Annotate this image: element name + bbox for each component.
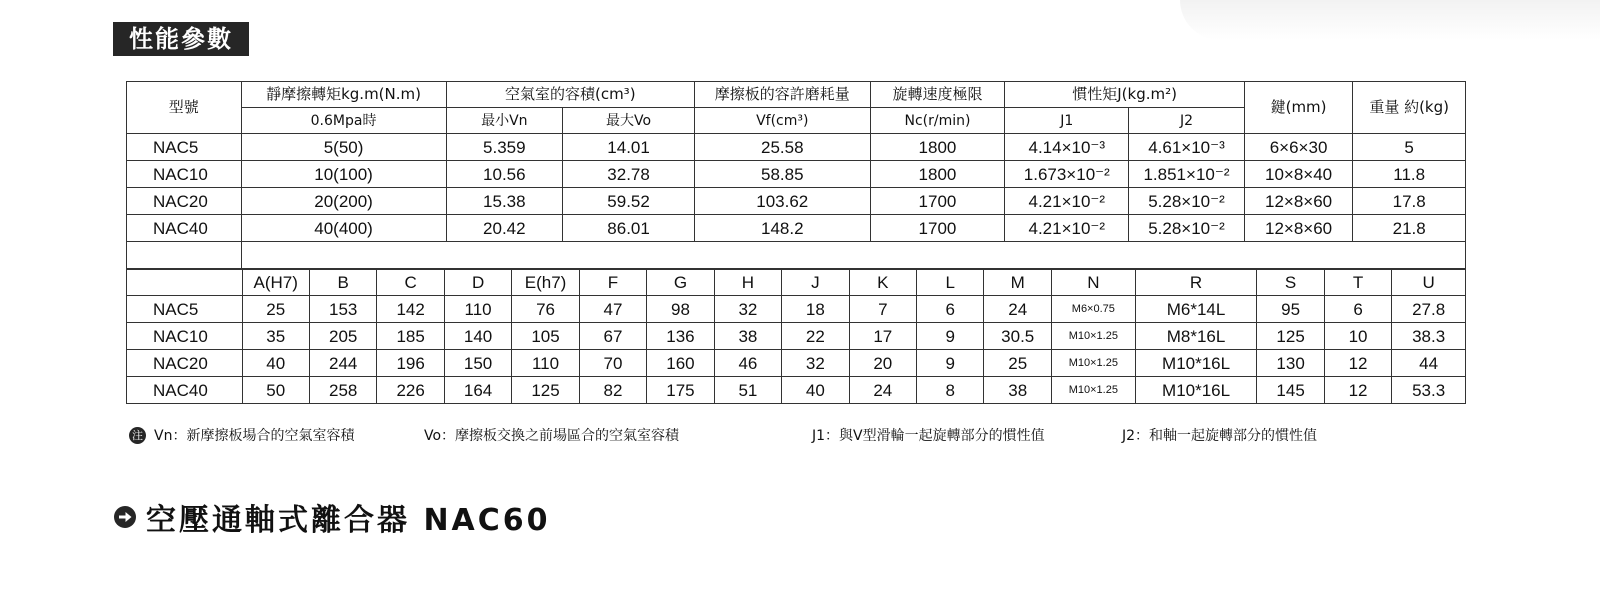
dimension-value-cell: 9 [917,323,984,350]
key-cell: 12×8×60 [1244,215,1353,242]
dimension-value-cell: 258 [309,377,376,404]
dimension-value-cell: 9 [917,350,984,377]
dimension-value-cell: 25 [242,296,309,323]
j1-cell: 4.21×10⁻² [1005,188,1129,215]
dimension-value-cell: 38.3 [1392,323,1466,350]
dimension-value-cell: 10 [1324,323,1391,350]
j2-cell: 1.851×10⁻² [1129,161,1245,188]
model-cell: NAC40 [127,377,243,404]
vn-cell: 15.38 [446,188,563,215]
dimension-value-cell: 244 [309,350,376,377]
dimension-value-cell: 12 [1324,350,1391,377]
dimension-header-cell: D [444,270,511,296]
dimension-value-cell: 76 [512,296,579,323]
torque-cell: 10(100) [241,161,446,188]
note-vn [129,425,354,445]
dimension-value-cell: M10*16L [1135,350,1257,377]
dimension-value-cell: 142 [377,296,444,323]
dimension-value-cell: M10×1.25 [1051,323,1135,350]
note-vo: Vo：摩擦板交換之前場區合的空氣室容積 [424,428,680,444]
vo-cell: 14.01 [563,134,695,161]
model-cell: NAC20 [127,350,243,377]
note-j2: J2：和軸一起旋轉部分的慣性值 [1122,428,1318,444]
dimension-value-cell: 17 [849,323,916,350]
header-key: 鍵(mm) [1244,82,1353,134]
header-torque: 靜摩擦轉矩kg.m(N.m) [241,82,446,108]
header-vn: 最小Vn [446,108,563,134]
note-j1: J1：與V型滑輪一起旋轉部分的慣性值 [812,428,1045,444]
dimension-value-cell: 24 [849,377,916,404]
dimension-value-cell: 150 [444,350,511,377]
vf-cell: 148.2 [695,215,870,242]
dimension-value-cell: 140 [444,323,511,350]
header-model: 型號 [127,82,242,134]
dimension-header-cell: F [579,270,646,296]
dimension-header-cell: C [377,270,444,296]
dimension-header-cell: S [1257,270,1324,296]
header-vo: 最大Vo [563,108,695,134]
j1-cell: 4.14×10⁻³ [1005,134,1129,161]
header-wear: 摩擦板的容許磨耗量 [695,82,870,108]
header-air-volume: 空氣室的容積(cm³) [446,82,695,108]
vf-cell: 103.62 [695,188,870,215]
dimension-header-cell: M [984,270,1051,296]
j1-cell: 4.21×10⁻² [1005,215,1129,242]
spacer-cell [127,242,242,269]
dimension-value-cell: 6 [917,296,984,323]
header-speed: 旋轉速度極限 [870,82,1005,108]
nc-cell: 1700 [870,215,1005,242]
dimension-header-blank [127,270,243,296]
background-glare [1180,0,1600,40]
header-torque-sub: 0.6Mpa時 [241,108,446,134]
weight-cell: 21.8 [1353,215,1466,242]
table-row [127,188,1466,215]
dimension-value-cell: 44 [1392,350,1466,377]
dimension-header-cell: B [309,270,376,296]
dimension-value-cell: M10*16L [1135,377,1257,404]
dimension-value-cell: 82 [579,377,646,404]
dimension-value-cell: 50 [242,377,309,404]
dimension-value-cell: 125 [1257,323,1324,350]
j2-cell: 4.61×10⁻³ [1129,134,1245,161]
dimension-value-cell: 46 [714,350,781,377]
dimension-value-cell: 130 [1257,350,1324,377]
j1-cell: 1.673×10⁻² [1005,161,1129,188]
dimension-value-cell: 145 [1257,377,1324,404]
vn-cell: 20.42 [446,215,563,242]
dimension-value-cell: 27.8 [1392,296,1466,323]
dimension-value-cell: 51 [714,377,781,404]
next-heading-text: 空壓通軸式離合器 NAC60 [146,503,551,538]
arrow-circle-right-icon [113,505,137,529]
dimension-value-cell: 38 [984,377,1051,404]
vo-cell: 59.52 [563,188,695,215]
dimension-value-cell: 125 [512,377,579,404]
dimension-value-cell: 35 [242,323,309,350]
nc-cell: 1700 [870,188,1005,215]
table-row [127,134,1466,161]
dimension-value-cell: 38 [714,323,781,350]
weight-cell: 5 [1353,134,1466,161]
performance-table [126,81,1466,269]
dimension-value-cell: 110 [512,350,579,377]
dimension-value-cell: 136 [647,323,714,350]
dimension-value-cell: 196 [377,350,444,377]
model-cell: NAC10 [127,323,243,350]
torque-cell: 40(400) [241,215,446,242]
dimension-value-cell: 40 [242,350,309,377]
dimension-value-cell: 20 [849,350,916,377]
dimension-header-cell: G [647,270,714,296]
dimension-header-cell: U [1392,270,1466,296]
dimension-value-cell: 40 [782,377,849,404]
dimension-header-cell: H [714,270,781,296]
dimension-header-cell: R [1135,270,1257,296]
torque-cell: 5(50) [241,134,446,161]
vn-cell: 10.56 [446,161,563,188]
dimension-value-cell: 164 [444,377,511,404]
dimension-value-cell: 18 [782,296,849,323]
weight-cell: 11.8 [1353,161,1466,188]
vf-cell: 25.58 [695,134,870,161]
dimension-value-cell: M6*14L [1135,296,1257,323]
model-cell: NAC40 [127,215,242,242]
dimension-header-cell: T [1324,270,1391,296]
table-row [127,215,1466,242]
dimension-value-cell: M10×1.25 [1051,377,1135,404]
dimension-value-cell: M6×0.75 [1051,296,1135,323]
j2-cell: 5.28×10⁻² [1129,188,1245,215]
torque-cell: 20(200) [241,188,446,215]
vo-cell: 32.78 [563,161,695,188]
table-row [127,296,1466,323]
dimension-header-cell: J [782,270,849,296]
header-weight: 重量 約(kg) [1353,82,1466,134]
dimension-value-cell: 95 [1257,296,1324,323]
key-cell: 10×8×40 [1244,161,1353,188]
dimension-value-cell: 30.5 [984,323,1051,350]
dimension-table [126,269,1466,404]
dimension-value-cell: 12 [1324,377,1391,404]
dimension-value-cell: 6 [1324,296,1391,323]
dimension-value-cell: 25 [984,350,1051,377]
dimension-value-cell: 8 [917,377,984,404]
model-cell: NAC5 [127,296,243,323]
dimension-value-cell: 32 [714,296,781,323]
dimension-value-cell: 47 [579,296,646,323]
table-row [127,161,1466,188]
header-j2: J2 [1129,108,1245,134]
note-vn-text: Vn：新摩擦板場合的空氣室容積 [154,428,355,444]
dimension-value-cell: M10×1.25 [1051,350,1135,377]
header-j1: J1 [1005,108,1129,134]
dimension-header-cell: K [849,270,916,296]
header-speed-sub: Nc(r/min) [870,108,1005,134]
dimension-value-cell: 7 [849,296,916,323]
table-row [127,350,1466,377]
dimension-header-cell: E(h7) [512,270,579,296]
dimension-value-cell: M8*16L [1135,323,1257,350]
nc-cell: 1800 [870,161,1005,188]
weight-cell: 17.8 [1353,188,1466,215]
key-cell: 12×8×60 [1244,188,1353,215]
dimension-value-cell: 32 [782,350,849,377]
dimension-value-cell: 70 [579,350,646,377]
dimension-value-cell: 67 [579,323,646,350]
j2-cell: 5.28×10⁻² [1129,215,1245,242]
dimension-value-cell: 185 [377,323,444,350]
table-row [127,377,1466,404]
dimension-value-cell: 22 [782,323,849,350]
dimension-value-cell: 53.3 [1392,377,1466,404]
dimension-header-cell: N [1051,270,1135,296]
vn-cell: 5.359 [446,134,563,161]
dimension-value-cell: 205 [309,323,376,350]
key-cell: 6×6×30 [1244,134,1353,161]
dimension-value-cell: 226 [377,377,444,404]
dimension-value-cell: 98 [647,296,714,323]
next-section-heading [113,497,551,537]
dimension-header-cell: L [917,270,984,296]
dimension-header-cell: A(H7) [242,270,309,296]
dimension-value-cell: 153 [309,296,376,323]
dimension-value-cell: 105 [512,323,579,350]
vf-cell: 58.85 [695,161,870,188]
table-row [127,323,1466,350]
nc-cell: 1800 [870,134,1005,161]
dimension-value-cell: 160 [647,350,714,377]
spacer-row [127,242,1466,269]
vo-cell: 86.01 [563,215,695,242]
section-title: 性能參數 [113,22,249,56]
note-badge: 注 [129,427,146,444]
model-cell: NAC20 [127,188,242,215]
model-cell: NAC5 [127,134,242,161]
header-wear-sub: Vf(cm³) [695,108,870,134]
header-inertia: 慣性矩J(kg.m²) [1005,82,1244,108]
spacer-cell [241,242,1465,269]
dimension-value-cell: 110 [444,296,511,323]
model-cell: NAC10 [127,161,242,188]
dimension-value-cell: 175 [647,377,714,404]
dimension-value-cell: 24 [984,296,1051,323]
